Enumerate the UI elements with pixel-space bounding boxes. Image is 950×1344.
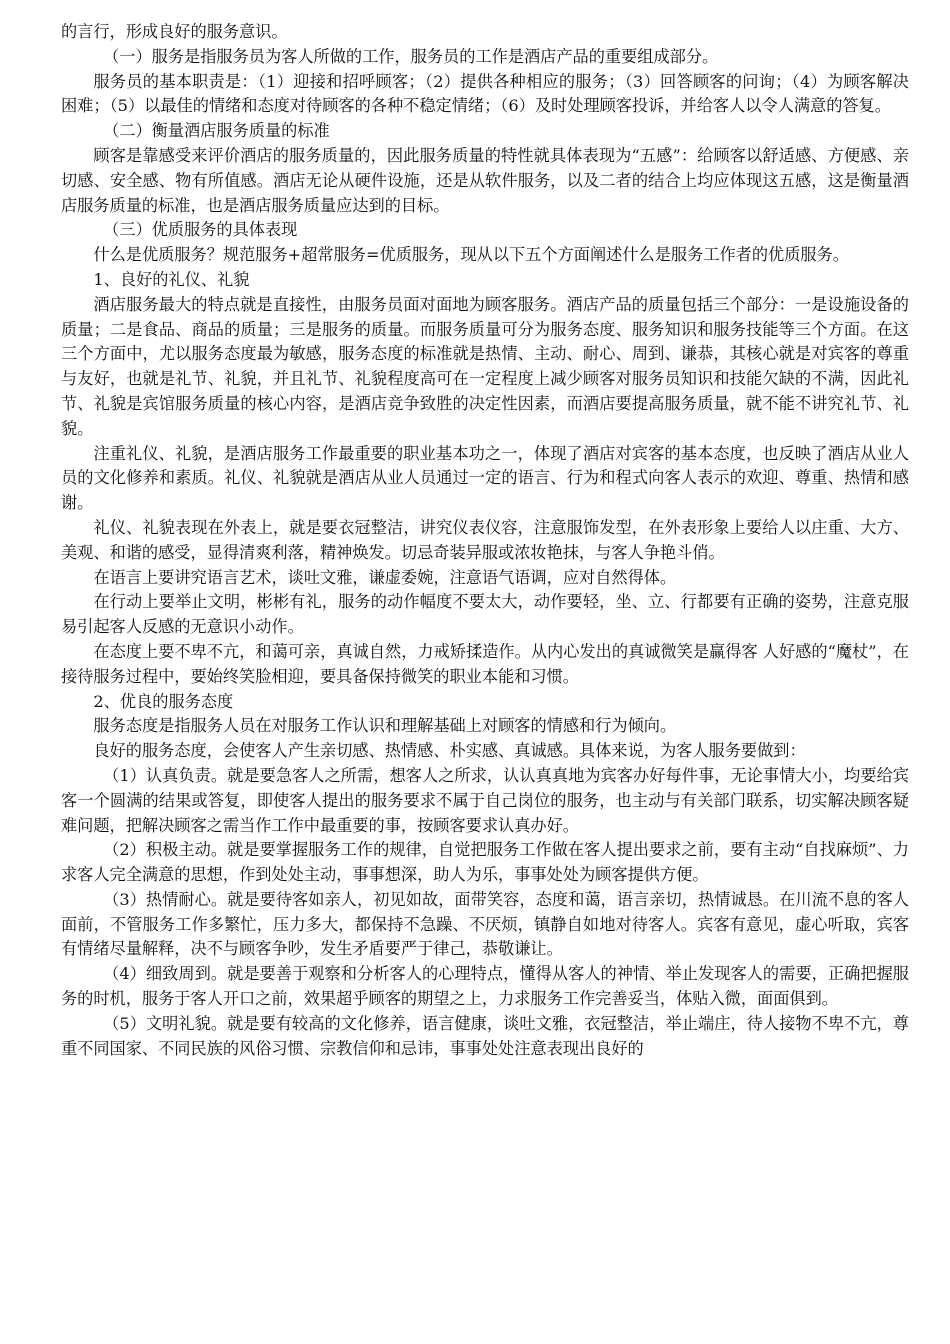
- paragraph: （三）优质服务的具体表现: [103, 220, 298, 240]
- paragraph: 酒店服务最大的特点就是直接性，由服务员面对面地为顾客服务。酒店产品的质量包括三个部分：一是设施设备的质量；二是食品、商品的质量；三是服务的质量。而服务质量可分为服务态度、服务知识和服务技能等三个方面。在这三个方面中，尤以服务态度最为敏感，服务态度的标准就是热情、主动、耐心、周到、谦恭，其核心就是对宾客的尊重与友好，也就是礼节、礼貌，并且礼节、礼貌程度高可在一定程度上减少顾客对服务员知识和技能欠缺的不满，因此礼节、礼貌是宾馆服务质量的核心内容，是酒店竞争致胜的决定性因素，而酒店要提高服务质量，就不能不讲究礼节、礼貌。: [61, 294, 909, 438]
- paragraph: 什么是优质服务？规范服务+超常服务=优质服务，现从以下五个方面阐述什么是服务工作者的优质服务。: [93, 245, 849, 265]
- paragraph: 礼仪、礼貌表现在外表上，就是要衣冠整洁，讲究仪表仪容，注意服饰发型，在外表形象上要给人以庄重、大方、美观、和谐的感受，显得清爽利落，精神焕发。切忌奇装异服或浓妆艳抹，与客人争艳斗俏。: [61, 517, 909, 562]
- paragraph: 在态度上要不卑不亢，和蔼可亲，真诚自然，力戒矫揉造作。从内心发出的真诚微笑是赢得客 人好感的“魔杖”，在接待服务过程中，要始终笑脸相迎，要具备保持微笑的职业本能和习惯。: [61, 641, 909, 686]
- paragraph: （一）服务是指服务员为客人所做的工作，服务员的工作是酒店产品的重要组成部分。: [103, 46, 719, 66]
- paragraph: 的言行，形成良好的服务意识。: [61, 22, 288, 41]
- paragraph: 1、良好的礼仪、礼貌: [93, 269, 250, 289]
- paragraph: 在行动上要举止文明，彬彬有礼，服务的动作幅度不要太大，动作要轻，坐、立、行都要有正确的姿势，注意克服易引起客人反感的无意识小动作。: [61, 592, 909, 637]
- paragraph: 服务态度是指服务人员在对服务工作认识和理解基础上对顾客的情感和行为倾向。: [93, 716, 677, 736]
- paragraph: 良好的服务态度，会使客人产生亲切感、热情感、朴实感、真诚感。具体来说，为客人服务要做到：: [93, 741, 806, 761]
- paragraph: 注重礼仪、礼貌，是酒店服务工作最重要的职业基本功之一，体现了酒店对宾客的基本态度，也反映了酒店从业人员的文化修养和素质。礼仪、礼貌就是酒店从业人员通过一定的语言、行为和程式向客人表示的欢迎、尊重、热情和感谢。: [61, 443, 909, 513]
- paragraph: （4）细致周到。就是要善于观察和分析客人的心理特点，懂得从客人的神情、举止发现客人的需要，正确把握服务的时机，服务于客人开口之前，效果超乎顾客的期望之上，力求服务工作完善妥当，体贴入微，面面俱到。: [61, 964, 909, 1009]
- paragraph: （2）积极主动。就是要掌握服务工作的规律，自觉把服务工作做在客人提出要求之前，要有主动“自找麻烦”、力求客人完全满意的思想，作到处处主动，事事想深，助人为乐，事事处处为顾客提供方便。: [61, 840, 909, 885]
- paragraph: （3）热情耐心。就是要待客如亲人，初见如故，面带笑容，态度和蔼，语言亲切，热情诚恳。在川流不息的客人面前，不管服务工作多繁忙，压力多大，都保持不急躁、不厌烦，镇静自如地对待客人。宾客有意见，虚心听取，宾客有情绪尽量解释，决不与顾客争吵，发生矛盾要严于律己，恭敬谦让。: [61, 889, 909, 959]
- paragraph: （1）认真负责。就是要急客人之所需，想客人之所求，认认真真地为宾客办好每件事，无论事情大小，均要给宾客一个圆满的结果或答复，即使客人提出的服务要求不属于自己岗位的服务，也主动与有关部门联系，切实解决顾客疑难问题，把解决顾客之需当作工作中最重要的事，按顾客要求认真办好。: [61, 765, 909, 835]
- paragraph: 服务员的基本职责是：（1）迎接和招呼顾客；（2）提供各种相应的服务；（3）回答顾客的问询；（4）为顾客解决困难；（5）以最佳的情绪和态度对待顾客的各种不稳定情绪；（6）及时处理顾客投诉，并给客人以令人满意的答复。: [61, 71, 909, 116]
- paragraph: 在语言上要讲究语言艺术，谈吐文雅，谦虚委婉，注意语气语调，应对自然得体。: [93, 567, 677, 587]
- paragraph: 顾客是靠感受来评价酒店的服务质量的，因此服务质量的特性就具体表现为“五感”：给顾客以舒适感、方便感、亲切感、安全感、物有所值感。酒店无论从硬件设施，还是从软件服务，以及二者的结合上均应体现这五感，这是衡量酒店服务质量的标准，也是酒店服务质量应达到的目标。: [61, 145, 909, 215]
- paragraph: （5）文明礼貌。就是要有较高的文化修养，语言健康，谈吐文雅，衣冠整洁，举止端庄，待人接物不卑不亢，尊重不同国家、不同民族的风俗习惯、宗教信仰和忌讳，事事处处注意表现出良好的: [61, 1013, 909, 1058]
- paragraph: 2、优良的服务态度: [93, 691, 234, 711]
- paragraph: （二）衡量酒店服务质量的标准: [103, 121, 330, 141]
